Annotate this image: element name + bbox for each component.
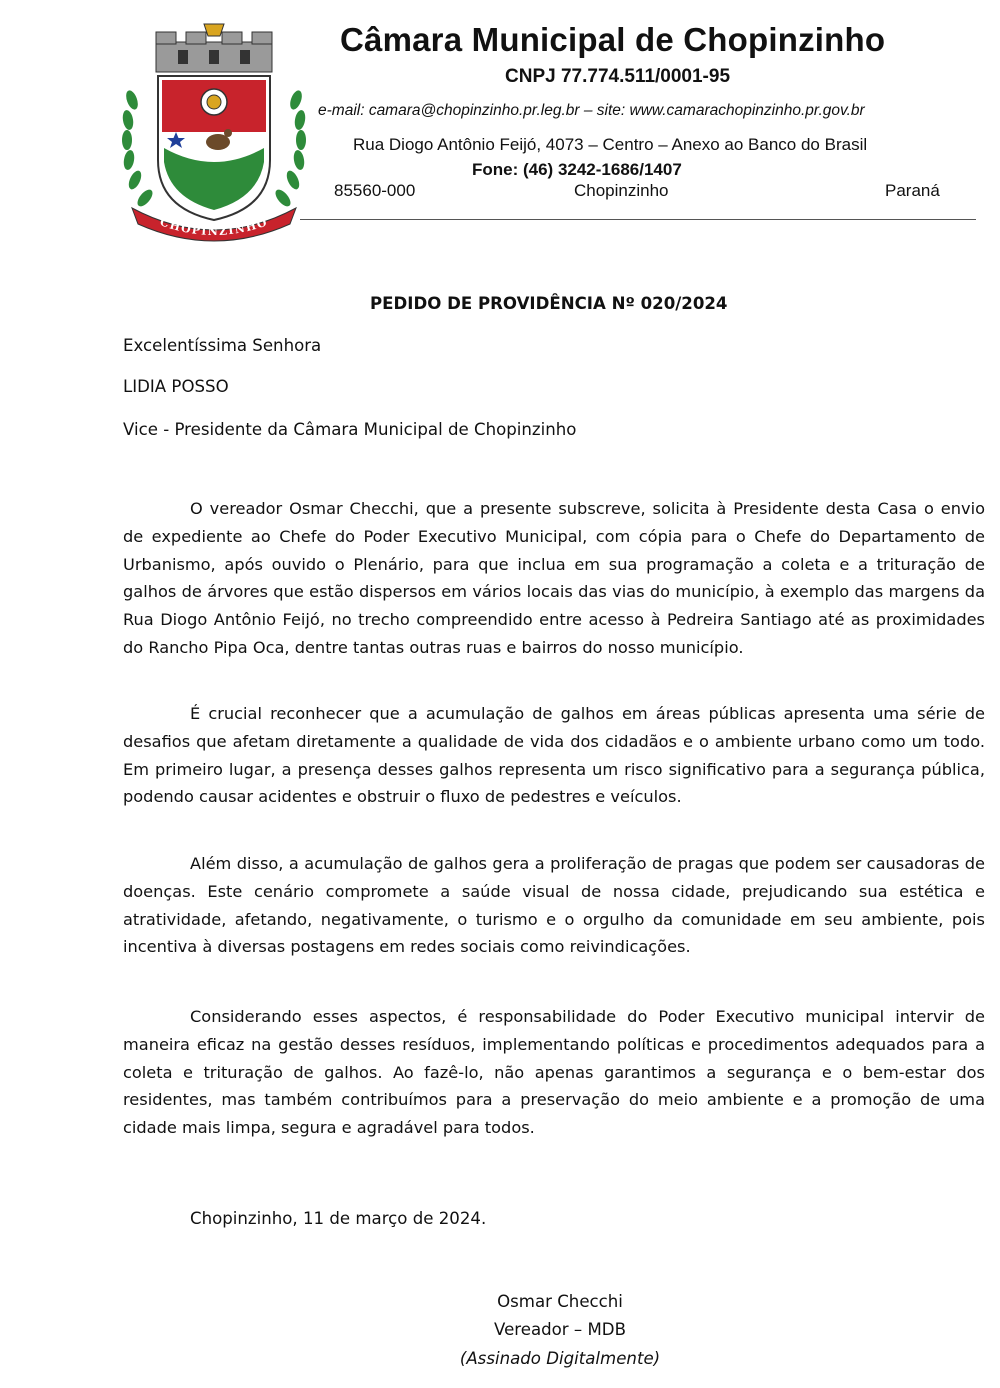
signer-role: Vereador – MDB — [494, 1320, 626, 1339]
postal-code: 85560-000 — [334, 181, 416, 200]
chamber-title: Câmara Municipal de Chopinzinho — [340, 21, 886, 58]
banner-text: CHOPINZINHO — [158, 215, 270, 239]
coat-of-arms-icon — [118, 20, 310, 242]
address: Rua Diogo Antônio Feijó, 4073 – Centro – Anexo ao Banco do Brasil — [353, 135, 868, 154]
cnpj: CNPJ 77.774.511/0001-95 — [505, 66, 731, 87]
salutation: Excelentíssima Senhora — [123, 336, 322, 355]
state: Paraná — [885, 181, 940, 200]
signature-note: (Assinado Digitalmente) — [459, 1349, 661, 1368]
paragraph: Além disso, a acumulação de galhos gera a proliferação de pragas que podem ser causadoras de doenças. Este cenário compromete a saúde visual de nossa cidade, prejudicando sua estética e atratividade, afetando, negativamente, o turismo e o orgulho da comunidade em seu ambiente, pois incentiva à diversas postagens em redes sociais como reivindicações. — [123, 854, 985, 957]
paragraph: Considerando esses aspectos, é responsabilidade do Poder Executivo municipal intervir de maneira eficaz na gestão desses resíduos, implementando políticas e procedimentos adequados para a coleta e trituração de galhos. Ao fazê-lo, não apenas garantimos a segurança e o bem-estar dos residentes, mas também contribuímos para a preservação do meio ambiente e a promoção de uma cidade mais limpa, segura e agradável para todos. — [123, 1007, 985, 1138]
paragraph: O vereador Osmar Checchi, que a presente subscreve, solicita à Presidente desta Casa o envio de expediente ao Chefe do Poder Executivo Municipal, com cópia para o Chefe do Departamento de Urbanismo, após ouvido o Plenário, para que inclua em sua programação a coleta e a trituração de galhos de árvores que estão dispersos em vários locais das vias do município, à exemplo das margens da Rua Diogo Antônio Feijó, no trecho compreendido entre acesso à Pedreira Santiago até as proximidades do Rancho Pipa Oca, dentre tantas outras ruas e bairros do nosso município. — [123, 499, 985, 657]
date-line: Chopinzinho, 11 de março de 2024. — [190, 1209, 487, 1228]
header-divider — [300, 219, 976, 220]
signer-name: Osmar Checchi — [497, 1292, 623, 1311]
mural-crown — [156, 24, 272, 72]
city: Chopinzinho — [574, 181, 669, 200]
recipient-role: Vice - Presidente da Câmara Municipal de Chopinzinho — [123, 420, 577, 439]
recipient-name: LIDIA POSSO — [123, 377, 229, 396]
contact-line: e-mail: camara@chopinzinho.pr.leg.br – site: www.camarachopinzinho.pr.gov.br — [318, 102, 865, 119]
paragraph: É crucial reconhecer que a acumulação de galhos em áreas públicas apresenta uma série de desafios que afetam diretamente a qualidade de vida dos cidadãos e o ambiente urbano como um todo. Em primeiro lugar, a presença desses galhos representa um risco significativo para a segurança pública, podendo causar acidentes e obstruir o fluxo de pedestres e veículos. — [123, 704, 985, 807]
document-title: PEDIDO DE PROVIDÊNCIA Nº 020/2024 — [370, 294, 728, 313]
phone: Fone: (46) 3242-1686/1407 — [472, 160, 682, 179]
